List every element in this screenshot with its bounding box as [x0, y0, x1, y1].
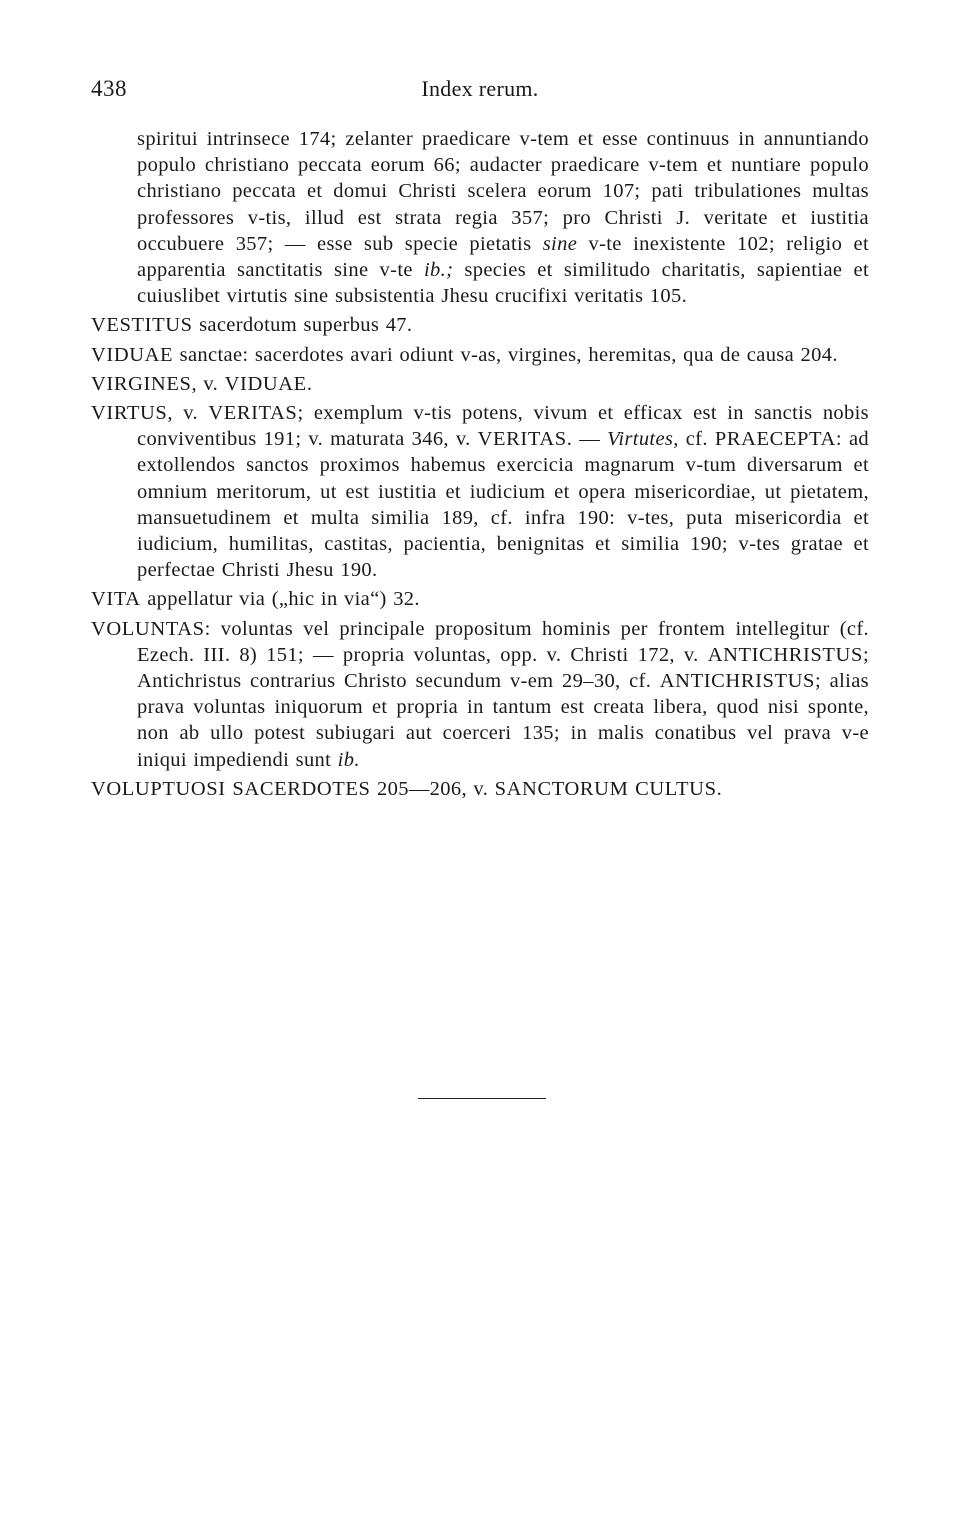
- entry-lemma: VIRGINES: [91, 372, 192, 395]
- entry-text: , v.: [191, 372, 225, 395]
- entry-text: : ad extollendos sanctos proximos habemus exercicia magnarum v-tum diversarum et omnium meritorum, ut est iustitia et iudicium et opera misericordiae, ut pietatem, mansuetudinem et multa similia 189, cf. infra 190: v-tes, puta misericordia et iudicium, humilitas, castitas, pacientia, benignitas et similia 190; v-tes gratae et perfectae Christi Jhesu 190.: [137, 428, 870, 582]
- entry-text: .: [716, 777, 723, 800]
- index-entry-vestitus: [91, 312, 869, 338]
- running-title: Index rerum.: [421, 76, 539, 101]
- entry-lemma: VESTITUS: [91, 314, 193, 337]
- entry-text: cf.: [678, 428, 715, 451]
- entry-text: : voluntas vel principale propositum hominis per frontem intellegitur (cf. Ezech. III. 8) 151; — propria voluntas, opp. v. Christi 172, v.: [137, 617, 869, 666]
- entry-text: ; Antichristus contrarius Christo secundum v-em 29–30, cf.: [137, 643, 869, 693]
- entry-text: , v.: [167, 402, 209, 425]
- entry-text: sacerdotum superbus 47.: [192, 314, 413, 337]
- index-entry-virtus: [91, 400, 869, 583]
- entry-lemma: VOLUPTUOSI SACERDOTES: [91, 777, 371, 800]
- cross-reference: ANTICHRISTUS: [707, 643, 863, 666]
- cross-reference: VERITAS: [477, 428, 567, 451]
- page-number: 438: [91, 76, 127, 101]
- cross-reference: SANCTORUM CULTUS: [494, 777, 717, 800]
- cross-reference: ANTICHRISTUS: [659, 670, 816, 693]
- entry-text: ; alias prava voluntas iniquorum et propria in tantum est creata libera, quod nisi sponte, non ab ullo potest subiugari aut coerceri 135; in malis conatibus vel prava v-e iniqui impediendi sunt: [137, 670, 869, 771]
- entry-text: ; exemplum v-tis potens, vivum et efficax est in sanctis nobis conviventibus 191; v. maturata 346, v.: [137, 402, 870, 451]
- entry-lemma: VIRTUS: [91, 402, 168, 425]
- entry-text: appellatur via („hic in via“) 32.: [140, 588, 420, 611]
- entry-text: spiritui intrinsece 174; zelanter praedicare v-tem et esse continuus in annuntiando populo christiano peccata eorum 66; audacter praedicare v-tem et nuntiare populo christiano peccata et domui Christi scelera eorum 107; pati tribulationes multas professores v-tis, illud est strata regia 357; pro Christi J. veritate et iustitia occubuere 357; — esse sub specie pietatis: [137, 128, 869, 255]
- index-entry-continuation: [91, 126, 869, 309]
- index-entry-vita: [91, 586, 869, 612]
- end-rule: [418, 1098, 546, 1099]
- entry-text: . —: [566, 428, 608, 451]
- cross-reference: PRAECEPTA: [714, 428, 836, 451]
- entry-text: sanctae: sacerdotes avari odiunt v-as, virgines, heremitas, qua de causa 204.: [173, 343, 838, 366]
- entry-italic: sine: [542, 232, 578, 255]
- entry-text: 205—206, v.: [370, 777, 495, 800]
- entry-italic: ib.;: [423, 259, 454, 282]
- entry-text: v-te inexistente 102; religio et apparentia sanctitatis sine v-te: [137, 232, 869, 282]
- index-entries: [91, 126, 869, 805]
- cross-reference: VERITAS: [208, 402, 298, 425]
- entry-lemma: VIDUAE: [91, 343, 174, 366]
- entry-lemma: VITA: [91, 588, 141, 611]
- index-entry-voluptuosi-sacerdotes: [91, 776, 869, 802]
- index-entry-voluntas: [91, 616, 869, 773]
- entry-italic: ib.: [337, 748, 360, 771]
- index-entry-viduae: [91, 342, 869, 368]
- entry-italic: Virtutes,: [607, 428, 679, 451]
- cross-reference: VIDUAE: [224, 372, 307, 395]
- entry-text: species et similitudo charitatis, sapientiae et cuiuslibet virtutis sine subsistentia Jhesu crucifixi veritatis 105.: [137, 259, 869, 308]
- entry-lemma: VOLUNTAS: [91, 617, 205, 640]
- entry-text: .: [306, 372, 313, 395]
- index-entry-virgines: [91, 371, 869, 397]
